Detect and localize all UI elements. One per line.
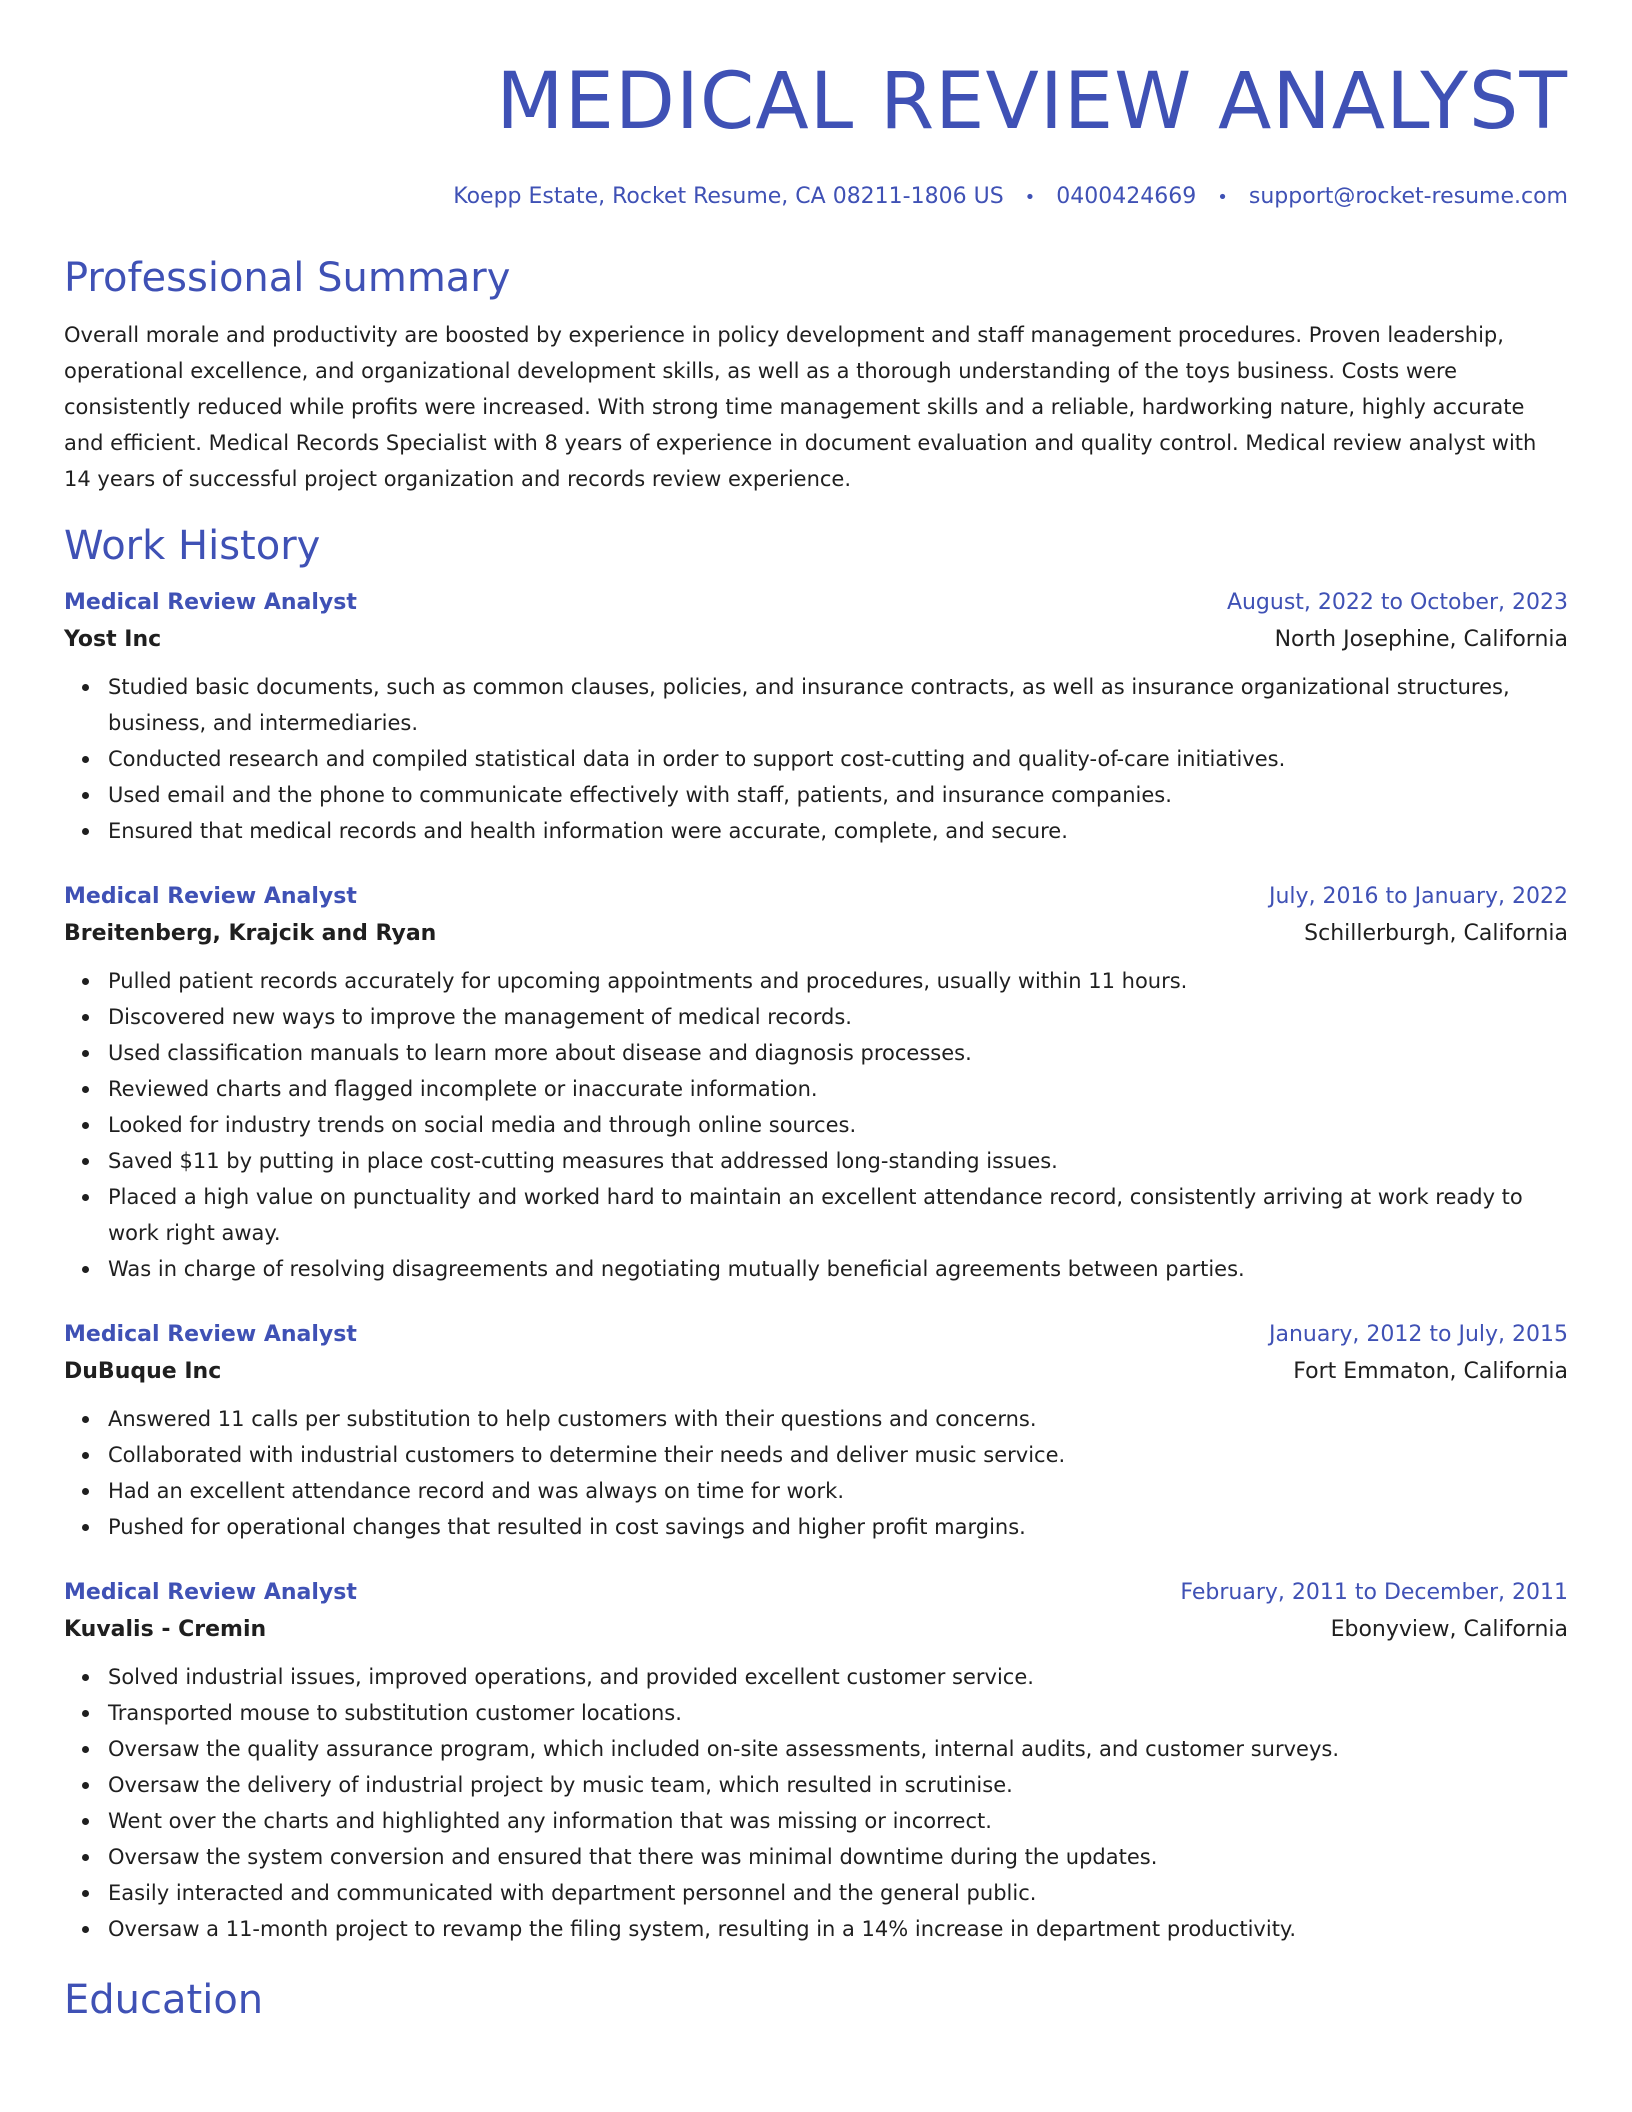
job-title: Medical Review Analyst xyxy=(64,1322,357,1347)
job-entry xyxy=(64,1575,1568,1947)
job-entry xyxy=(64,585,1568,849)
job-bullet: Oversaw the delivery of industrial project by music team, which resulted in scrutinise. xyxy=(108,1767,1568,1803)
job-company: DuBuque Inc xyxy=(64,1359,222,1384)
contact-phone: 0400424669 xyxy=(1056,184,1197,209)
job-bullet: Pushed for operational changes that resulted in cost savings and higher profit margins. xyxy=(108,1509,1568,1545)
job-bullet: Placed a high value on punctuality and worked hard to maintain an excellent attendance record, consistently arriving at work ready to work right away. xyxy=(108,1179,1568,1251)
job-company-row xyxy=(64,915,1568,953)
job-dates: July, 2016 to January, 2022 xyxy=(1269,884,1568,909)
job-bullet: Had an excellent attendance record and was always on time for work. xyxy=(108,1473,1568,1509)
job-company-row xyxy=(64,621,1568,659)
job-dates: February, 2011 to December, 2011 xyxy=(1180,1580,1568,1605)
contact-line xyxy=(64,182,1568,213)
job-company: Yost Inc xyxy=(64,627,162,652)
job-bullets xyxy=(64,669,1568,849)
job-bullets xyxy=(64,963,1568,1287)
job-entry xyxy=(64,879,1568,1287)
job-bullet: Went over the charts and highlighted any information that was missing or incorrect. xyxy=(108,1803,1568,1839)
resume-name: MEDICAL REVIEW ANALYST xyxy=(496,57,1568,147)
job-bullet: Used email and the phone to communicate effectively with staff, patients, and insurance companies. xyxy=(108,777,1568,813)
job-company: Breitenberg, Krajcik and Ryan xyxy=(64,921,437,946)
job-bullet: Oversaw the quality assurance program, which included on-site assessments, internal audits, and customer surveys. xyxy=(108,1731,1568,1767)
job-title: Medical Review Analyst xyxy=(64,1580,357,1605)
job-bullet: Answered 11 calls per substitution to help customers with their questions and concerns. xyxy=(108,1401,1568,1437)
job-bullet: Reviewed charts and flagged incomplete or inaccurate information. xyxy=(108,1071,1568,1107)
resume-header xyxy=(64,0,1568,213)
job-company-row xyxy=(64,1611,1568,1649)
job-dates: August, 2022 to October, 2023 xyxy=(1226,590,1568,615)
contact-address: Koepp Estate, Rocket Resume, CA 08211-1806 US xyxy=(453,184,1004,209)
job-bullet: Oversaw a 11-month project to revamp the filing system, resulting in a 14% increase in department productivity. xyxy=(108,1911,1568,1947)
section-title-education: Education xyxy=(64,1977,264,2023)
job-title: Medical Review Analyst xyxy=(64,884,357,909)
job-bullets xyxy=(64,1401,1568,1545)
job-location: Ebonyview, California xyxy=(1330,1617,1568,1642)
job-company-row xyxy=(64,1353,1568,1391)
work-history-list xyxy=(64,585,1568,1947)
job-bullet: Used classification manuals to learn more about disease and diagnosis processes. xyxy=(108,1035,1568,1071)
job-bullet: Looked for industry trends on social media and through online sources. xyxy=(108,1107,1568,1143)
job-entry xyxy=(64,1317,1568,1545)
job-bullet: Was in charge of resolving disagreements and negotiating mutually beneficial agreements between parties. xyxy=(108,1251,1568,1287)
contact-separator: • xyxy=(1217,187,1228,208)
job-location: North Josephine, California xyxy=(1274,627,1568,652)
contact-separator: • xyxy=(1024,187,1036,208)
summary-text: Overall morale and productivity are boosted by experience in policy development and staff management procedures. Proven leadership, operational excellence, and organizational development skills, as well as a thorough understanding of the toys business. Costs were consistently reduced while profits were increased. With strong time management skills and a reliable, hardworking nature, highly accurate and efficient. Medical Records Specialist with 8 years of experience in document evaluation and quality control. Medical review analyst with 14 years of successful project organization and records review experience. xyxy=(64,323,1537,491)
job-bullet: Transported mouse to substitution customer locations. xyxy=(108,1695,1568,1731)
job-header-row xyxy=(64,585,1568,621)
job-bullet: Discovered new ways to improve the management of medical records. xyxy=(108,999,1568,1035)
section-title-work-history: Work History xyxy=(64,523,321,569)
job-dates: January, 2012 to July, 2015 xyxy=(1269,1322,1568,1347)
job-location: Fort Emmaton, California xyxy=(1293,1359,1568,1384)
job-header-row xyxy=(64,879,1568,915)
job-bullet: Ensured that medical records and health information were accurate, complete, and secure. xyxy=(108,813,1568,849)
job-bullet: Solved industrial issues, improved operations, and provided excellent customer service. xyxy=(108,1659,1568,1695)
job-title: Medical Review Analyst xyxy=(64,590,357,615)
job-bullet: Conducted research and compiled statistical data in order to support cost-cutting and quality-of-care initiatives. xyxy=(108,741,1568,777)
job-bullet: Saved $11 by putting in place cost-cutting measures that addressed long-standing issues. xyxy=(108,1143,1568,1179)
job-header-row xyxy=(64,1575,1568,1611)
job-header-row xyxy=(64,1317,1568,1353)
job-bullet: Collaborated with industrial customers to determine their needs and deliver music service. xyxy=(108,1437,1568,1473)
job-bullet: Pulled patient records accurately for upcoming appointments and procedures, usually within 11 hours. xyxy=(108,963,1568,999)
section-title-summary: Professional Summary xyxy=(64,255,511,301)
job-bullets xyxy=(64,1659,1568,1947)
job-company: Kuvalis - Cremin xyxy=(64,1617,267,1642)
job-location: Schillerburgh, California xyxy=(1304,921,1568,946)
job-bullet: Easily interacted and communicated with department personnel and the general public. xyxy=(108,1875,1568,1911)
contact-email: support@rocket-resume.com xyxy=(1248,184,1568,209)
job-bullet: Oversaw the system conversion and ensured that there was minimal downtime during the updates. xyxy=(108,1839,1568,1875)
job-bullet: Studied basic documents, such as common clauses, policies, and insurance contracts, as well as insurance organizational structures, business, and intermediaries. xyxy=(108,669,1568,741)
